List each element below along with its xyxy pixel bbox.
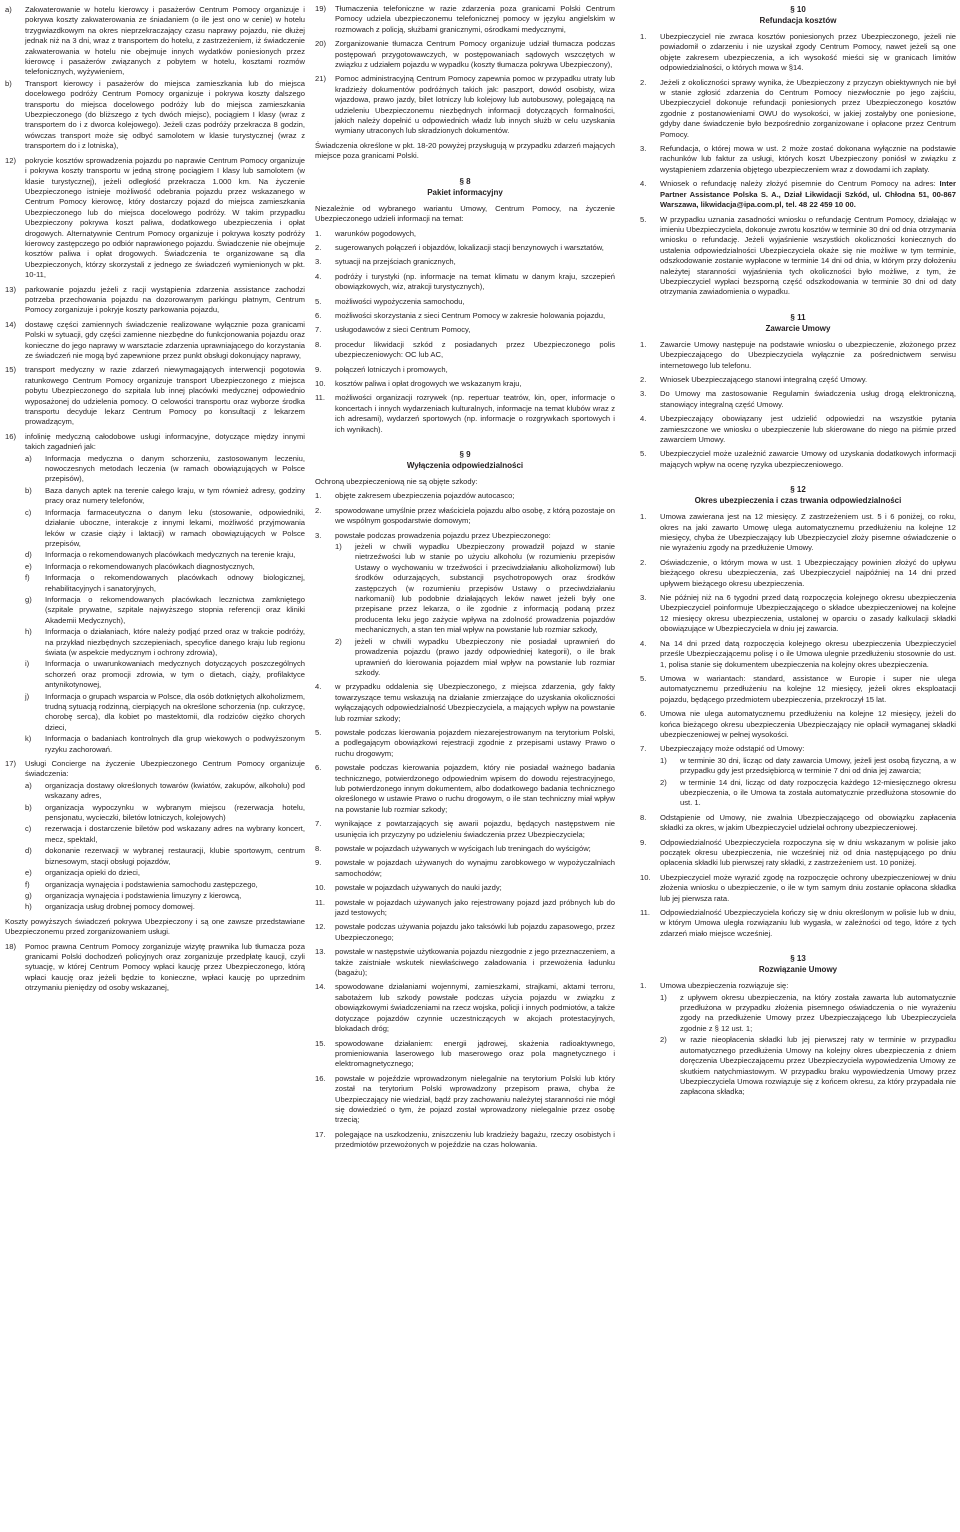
list-item: 8. Odstąpienie od Umowy, nie zwalnia Ubezpieczającego od obowiązku zapłacenia składki za okres, w jakim Ubezpieczyciel udzielał ochrony ubezpieczeniowej. xyxy=(640,812,956,833)
sub-item: a) Informacja medyczna o danym schorzeniu, zastosowanym leczeniu, nowoczesnych metodach leczenia (w ramach obowiązujących w Polsce przepisów), xyxy=(25,453,305,484)
list-item: 16. powstałe w pojeździe wprowadzonym nielegalnie na terytorium Polski lub który został na terytorium Polski wprowadzony przepisom prawa, chyba że Ubezpieczający nie wiedział, bądź przy zachowaniu należytej staranności nie mógł się dowiedzieć o tym, że pojazd został wprowadzony nielegalnie przez osobę trzecią; xyxy=(315,1073,615,1125)
list-item: 15) transport medyczny w razie zdarzeń niewymagających interwencji pogotowia ratunkowego Centrum Pomocy organizuje transport Ubezpieczonego z miejsca pobytu Ubezpieczonego do szpitala lub innej placówki medycznej odpowiednio wyposażonej do udzielenia pomocy. O celowości transportu oraz wyborze środka transportu decyduje lekarz Centrum Pomocy po konsultacji z lekarzem prowadzącym, xyxy=(5,365,305,427)
list-item: 11. możliwości organizacji rozrywek (np. repertuar teatrów, kin, oper, informacje o koncertach i innych wydarzeniach kulturalnych, informacje na temat klubów wraz z ich adresami), wydarzeń sportowych (np. informacje o rozgrywkach sportowych i ich wynikach). xyxy=(315,393,615,434)
list-item: 10. Ubezpieczyciel może wyrazić zgodę na rozpoczęcie ochrony ubezpieczeniowej w dniu złożenia wniosku o ubezpieczenie, o ile w tym samym dniu zostanie opłacona składka lub jej pierwsza rata. xyxy=(640,872,956,903)
list-item: 4. Na 14 dni przed datą rozpoczęcia kolejnego okresu ubezpieczenia Ubezpieczyciel prześle Ubezpieczającemu polisę i o ile Umowa ulegnie przedłużeniu stosownie do ust. 1, polisa stanie się dokumentem ubezpieczenia na kolejny okres ubezpieczenia. xyxy=(640,638,956,669)
list-item: 4. Wniosek o refundację należy złożyć pisemnie do Centrum Pomocy na adres: Inter Partner Assistance Polska S. A., Dział Likwidacji Szkód, ul. Chłodna 51, 00-867 Warszawa, likwidacja@ipa.com.pl, tel. 48 22 459 10 00. xyxy=(640,179,956,210)
sub-item: c) rezerwacja i dostarczenie biletów pod wskazany adres na wybrany koncert, mecz, spektakl, xyxy=(25,824,305,844)
list-item: 6. Umowa nie ulega automatycznemu przedłużeniu na kolejne 12 miesięcy, jeżeli do końca bieżącego okresu ubezpieczenia Ubezpieczający nie opłacił wymaganej składki ubezpieczeniowej w pełnej wysokości. xyxy=(640,709,956,739)
paragraph: Koszty powyższych świadczeń pokrywa Ubezpieczony i są one zawsze przedstawiane Ubezpieczonemu przed zorganizowaniem usługi. xyxy=(5,916,305,937)
list-item: 13. powstałe w następstwie użytkowania pojazdu niezgodnie z jego przeznaczeniem, a także zaistniałe wskutek niewłaściwego załadowania i przewożenia ładunku (bagażu); xyxy=(315,947,615,978)
section-number: § 11 xyxy=(790,312,806,322)
sub-item: 2) jeżeli w chwili wypadku Ubezpieczony nie posiadał uprawnień do prowadzenia pojazdu (prawo jazdy odpowiedniej kategorii), o ile brak uprawnień do kierowania pojazdem miał wpływ na powstanie lub rozmiar szkody. xyxy=(335,636,615,677)
list-item: 14) dostawę części zamiennych świadczenie realizowane wyłącznie poza granicami Polski w sytuacji, gdy części zamienne niezbędne do funkcjonowania pojazdu oraz konieczne do jego naprawy w warsztacie zdarzenia uprawniającego do korzystania ze świadczeń nie mogą być zapewnione przez punkt obsługi dokonujący naprawy, xyxy=(5,319,305,360)
list-item: 6. możliwości skorzystania z sieci Centrum Pomocy w zakresie holowania pojazdu, xyxy=(315,310,606,320)
list-item: 18) Pomoc prawna Centrum Pomocy zorganizuje wizytę prawnika lub tłumacza poza granicami Polski dochodzeń policyjnych oraz zorganizuje przedpłatę kaucji, czyli sytuację, w której Centrum Pomocy wpłaci kaucję przez Ubezpieczonego, którą wpłaci kaucję oraz jeżeli będzie to konieczne, wpłaci kaucję po uprzednim otrzymaniu pieniędzy od osoby wskazanej, xyxy=(5,941,305,993)
list-item: 17. polegające na uszkodzeniu, zniszczeniu lub kradzieży bagażu, rzeczy osobistych i przedmiotów przewożonych w pojeździe na czas holowania. xyxy=(315,1129,615,1150)
list-item: 1. objęte zakresem ubezpieczenia pojazdów autocasco; xyxy=(315,491,515,501)
section-number: § 13 xyxy=(790,954,806,964)
list-item: 4. w przypadku oddalenia się Ubezpieczonego, z miejsca zdarzenia, gdy fakty towarzyszące temu wskazują na działanie zmierzające do uzyskania okoliczności wyłączających odpowiedzialność Ubezpieczyciela, a mających wpływ na powstanie lub rozmiar szkody; xyxy=(315,682,615,723)
sub-item: i) Informacja o uwarunkowaniach medycznych dotyczących poszczególnych schorzeń oraz promocji zdrowia, w tym o dietach, ciąży, profilaktyce antynikotynowej, xyxy=(25,659,305,690)
list-item: 5. Umowa w wariantach: standard, assistance w Europie i super nie ulega automatycznemu przedłużeniu na kolejne 12 miesięcy, jeżeli okres eksploatacji pojazdu, będącego przedmiotem ubezpieczenia, przekroczył 15 lat. xyxy=(640,673,956,704)
section-number: § 9 xyxy=(459,450,471,459)
sub-item: b) organizacja wypoczynku w wybranym miejscu (rezerwacja hotelu, pensjonatu, wycieczki, biletów lotniczych, kolejowych) xyxy=(25,802,305,823)
list-item: 1. Umowa zawierana jest na 12 miesięcy. Z zastrzeżeniem ust. 5 i 6 poniżej, co roku, okres na jaki zawarto Umowę ulega automatycznemu przedłużeniu na kolejne 12 miesięcy, chyba że Ubezpieczający lub Ubezpieczyciel złoży pisemne oświadczenie o nie wyrażeniu zgody na przedłużenie Umowy. xyxy=(640,512,956,553)
list-item: 14. spowodowane działaniami wojennymi, zamieszkami, strajkami, aktami terroru, sabotażem lub szkody powstałe podczas użycia pojazdu w związku z obowiązkowymi świadczeniami na rzecz wojska, policji i innych podmiotów, a także dotyczące pojazdów czynnie uczestniczących w akcjach protestacyjnych, blokadach dróg; xyxy=(315,982,615,1034)
sub-item: d) Informacja o rekomendowanych placówkach medycznych na terenie kraju, xyxy=(25,550,296,560)
list-item: 7. usługodawców z sieci Centrum Pomocy, xyxy=(315,325,471,335)
list-item: 2. Jeżeli z okoliczności sprawy wynika, że Ubezpieczony z przyczyn obiektywnych nie był w stanie zgłosić zdarzenia do Centrum Pomocy niezwłocznie po jego zajściu, Ubezpieczyciel dokonuje refundacji poniesionych przez Ubezpieczonego kosztów zgodnie z postanowieniami OWU do wysokości, w jakiej zostałyby one poniesione, gdyby dane świadczenie było bezpośrednio zorganizowane i opłacone przez Centrum Pomocy. xyxy=(640,77,956,139)
column-middle xyxy=(315,4,615,1155)
section-heading xyxy=(640,953,956,975)
sub-item: d) dokonanie rezerwacji w wybranej restauracji, klubie sportowym, centrum biznesowym, stacji obsługi pojazdów, xyxy=(25,846,305,866)
list-item: 1. Umowa ubezpieczenia rozwiązuje się: 1) z upływem okresu ubezpieczenia, na który została zawarta lub automatycznie przedłużona w przypadku złożenia pisemnego oświadczenia o nie wyrażeniu zgody na przedłużenie Umowy przez Ubezpieczającego lub Ubezpieczyciela zgodnie z § 12 ust. 1; 2) w razie nieopłacenia składki lub jej pierwszej raty w terminie w przypadku automatycznego przedłużenia Umowy na kolejny okres ubezpieczenia z dniem doręczenia Ubezpieczającemu przez Ubezpieczyciela wypowiedzenia Umowy ze skutkiem natychmiastowym. W przypadku braku wypowiedzenia Umowy przez Ubezpieczyciela Umowa rozwiązuje się z końcem okresu, za który przypadała nie zapłacona składka; xyxy=(640,981,956,1097)
list-item: 8. procedur likwidacji szkód z posiadanych przez Ubezpieczonego polis ubezpieczeniowych: OC lub AC, xyxy=(315,339,615,360)
list-item: 5. powstałe podczas kierowania pojazdem niezarejestrowanym na terytorium Polski, a podlegającym obowiązkowi rejestracji zgodnie z przepisami ustawy Prawo o ruchu drogowym; xyxy=(315,727,615,758)
sub-item: h) Informacja o działaniach, które należy podjąć przed oraz w trakcie podróży, na przykład niezbędnych szczepieniach, specyfice danego kraju lub regionu świata (w aspekcie medycznym i ochrony zdrowia), xyxy=(25,627,305,657)
list-item: 21) Pomoc administracyjną Centrum Pomocy zapewnia pomoc w przypadku utraty lub kradzieży dokumentów podróżnych takich jak: paszport, dowód osobisty, wiza wjazdowa, prawo jazdy, bilet lotniczy lub kolejowy lub autobusowy, polegającą na udzieleniu Ubezpieczonemu niezbędnych informacji dotyczących formalności, jakich należy dopełnić u odpowiednich władz lub innych służb w celu uzyskania wymiany utraconych lub skradzionych dokumentów. xyxy=(315,74,615,136)
section-heading xyxy=(640,312,956,334)
section-number: § 10 xyxy=(790,5,806,14)
list-item: 3. Nie później niż na 6 tygodni przed datą rozpoczęcia kolejnego okresu ubezpieczenia Ubezpieczyciel poinformuje Ubezpieczającego o składce ubezpieczeniowej na kolejne 12 miesięcy okresu ubezpieczenia, ustalonej w oparciu o zasady kalkulacji składki obowiązujące w Ubezpieczyciela w dniu jej zawarcia. xyxy=(640,593,956,634)
section-title: Refundacja kosztów xyxy=(759,16,837,25)
list-item: 9. Odpowiedzialność Ubezpieczyciela rozpoczyna się w dniu wskazanym w polisie jako początek okresu ubezpieczenia, nie wcześniej niż od dnia następującego po dniu opłacenia składki lub pierwszej raty składki, z zastrzeżeniem ust. 10 poniżej. xyxy=(640,837,956,868)
list-item: 12. powstałe podczas używania pojazdu jako taksówki lub pojazdu zapasowego, przez Ubezpieczonego; xyxy=(315,922,615,942)
list-item: 1. Ubezpieczyciel nie zwraca kosztów poniesionych przez Ubezpieczonego, jeżeli nie powiadomił o zdarzeniu i nie uzyskał zgody Centrum Pomocy, nawet jeżeli są one objęte zakresem ubezpieczenia, a ich wysokość mieści się w granicach limitów odpowiedzialności, o których mowa w §14. xyxy=(640,32,956,73)
paragraph: Niezależnie od wybranego wariantu Umowy, Centrum Pomocy, na życzenie Ubezpieczonego udzieli informacji na temat: xyxy=(315,203,615,224)
sub-item: e) Informacja o rekomendowanych placówkach diagnostycznych, xyxy=(25,561,255,571)
sub-item: g) Informacja o rekomendowanych placówkach lecznictwa zamkniętego (szpitale prywatne, szpitale najwyższego stopnia referencji oraz kliniki Akademii Medycznych), xyxy=(25,594,305,625)
list-item: 6. powstałe podczas kierowania pojazdem, który nie posiadał ważnego badania technicznego, potwierdzonego odpowiednim wpisem do dowodu rejestracyjnego, lub potwierdzonego innym dokumentem, albo dodatkowego badania technicznego określonego w ustawie Prawo o ruchu drogowym, o ile stan techniczny miał wpływ na powstanie lub rozmiar szkody; xyxy=(315,763,615,814)
list-item: 2. Oświadczenie, o którym mowa w ust. 1 Ubezpieczający powinien złożyć do upływu bieżącego okresu ubezpieczenia, zaś Ubezpieczyciel najpóźniej na 14 dni przed upływem bieżącego okresu ubezpieczenia. xyxy=(640,557,956,588)
list-item: 1. Zawarcie Umowy następuje na podstawie wniosku o ubezpieczenie, złożonego przez Ubezpieczającego do Ubezpieczyciela wyłącznie za pośrednictwem serwisu internetowego lub telefonu. xyxy=(640,339,956,370)
list-item: 17) Usługi Concierge na życzenie Ubezpieczonego Centrum Pomocy organizuje świadczenia: a) organizacja dostawy określonych towarów (kwiatów, zakupów, alkoholu) pod wskazany adres, b) organizacja wypoczynku w wybranym miejscu (rezerwacja hotelu, pensjonatu, wycieczki, biletów lotniczych, kolejowych) c) rezerwacja i dostarczenie biletów pod wskazany adres na wybrany koncert, mecz, spektakl, d) dokonanie rezerwacji w wybranej restauracji, klubie sportowym, centrum biznesowym, stacji obsługi pojazdów, e) organizacja opieki do dzieci, f) organizacja wynajęcia i podstawienia samochodu zastępczego, g) organizacja wynajęcia i podstawienia limuzyny z kierowcą, h) organizacja usług drobnej pomocy domowej. xyxy=(5,759,305,912)
list-item: 4. podróży i turystyki (np. informacje na temat klimatu w danym kraju, szczepień obowiązkowych, wiz, atrakcji turystycznych), xyxy=(315,271,615,292)
sub-item: f) organizacja wynajęcia i podstawienia samochodu zastępczego, xyxy=(25,879,258,889)
sub-item: j) Informacja o grupach wsparcia w Polsce, dla osób dotkniętych alkoholizmem, trudną sytuacją rodzinną, cierpiących na określone schorzenia (np. cukrzycę, chorobę serca), dla kobiet po mastektomii, dla rodziców ciężko chorych dzieci, xyxy=(25,691,306,732)
list-item: 3. sytuacji na przejściach granicznych, xyxy=(315,257,456,267)
list-item: 2. sugerowanych połączeń i objazdów, lokalizacji stacji benzynowych i warsztatów, xyxy=(315,242,604,252)
sub-item: b) Baza danych aptek na terenie całego kraju, w tym również adresy, godziny pracy oraz numery telefonów, xyxy=(25,485,305,506)
section-heading xyxy=(640,4,956,26)
list-item: 16) infolinię medyczną całodobowe usługi informacyjne, dotyczące między innymi takich zagadnień jak: a) Informacja medyczna o danym schorzeniu, zastosowanym leczeniu, nowoczesnych metodach leczenia (w ramach obowiązujących w Polsce przepisów), b) Baza danych aptek na terenie całego kraju, w tym również adresy, godziny pracy oraz numery telefonów, c) Informacja farmaceutyczna o danym leku (stosowanie, odpowiedniki, działanie uboczne, interakcje z innymi lekami, możliwość przyjmowania leków w czasie ciąży i laktacji) w ramach obowiązujących w Polsce przepisów, d) Informacja o rekomendowanych placówkach medycznych na terenie kraju, e) Informacja o rekomendowanych placówkach diagnostycznych, f) Informacja o rekomendowanych placówkach odnowy biologicznej, rehabilitacyjnych i sanatoryjnych, g) Informacja o rekomendowanych placówkach lecznictwa zamkniętego (szpitale prywatne, szpitale najwyższego stopnia referencji oraz kliniki Akademii Medycznych), h) Informacja o działaniach, które należy podjąć przed oraz w trakcie podróży, na przykład niezbędnych szczepieniach, specyfice danego kraju lub regionu świata (w aspekcie medycznym i ochrony zdrowia), i) Informacja o uwarunkowaniach medycznych dotyczących poszczególnych schorzeń oraz promocji zdrowia, w tym o dietach, ciąży, profilaktyce antynikotynowej, j) Informacja o grupach wsparcia w Polsce, dla osób dotkniętych alkoholizmem, trudną sytuacją rodzinną, cierpiących na określone schorzenia (np. cukrzycę, chorobę serca), dla kobiet po mastektomii, dla rodziców ciężko chorych dzieci, k) Informacja o badaniach kontrolnych dla grup wiekowych o podwyższonym ryzyku zachorowań. xyxy=(5,431,306,754)
sub-item: 2) w razie nieopłacenia składki lub jej pierwszej raty w terminie w przypadku automatycznego przedłużenia Umowy na kolejny okres ubezpieczenia z dniem doręczenia Ubezpieczającemu przez Ubezpieczyciela wypowiedzenia Umowy ze skutkiem natychmiastowym. W przypadku braku wypowiedzenia Umowy przez Ubezpieczyciela Umowa rozwiązuje się z końcem okresu, za który przypadała nie zapłacona składka; xyxy=(660,1035,956,1097)
section-title: Pakiet informacyjny xyxy=(427,187,503,197)
claims-address: Inter Partner Assistance Polska S. A., Dział Likwidacji Szkód, ul. Chłodna 51, 00-867 Warszawa, likwidacja@ipa.com.pl, tel. 48 22 459 10 00. xyxy=(660,179,956,210)
list-item: 10. powstałe w pojazdach używanych do nauki jazdy; xyxy=(315,883,502,893)
list-item: 4. Ubezpieczający obowiązany jest udzielić odpowiedzi na wszystkie pytania zamieszczone we wniosku o ubezpieczenie lub skierowane do niego na piśmie przed zawarciem Umowy. xyxy=(640,414,956,444)
sub-item: a) organizacja dostawy określonych towarów (kwiatów, zakupów, alkoholu) pod wskazany adres, xyxy=(25,780,305,801)
list-item: 11. Odpowiedzialność Ubezpieczyciela kończy się w dniu określonym w polisie lub w dniu, w którym Umowa uległa rozwiązaniu lub wygasła, w zależności od tego, które z tych zdarzeń miało miejsce wcześniej. xyxy=(640,908,956,938)
list-item: 15. spowodowane działaniem: energii jądrowej, skażenia radioaktywnego, promieniowania laserowego lub maserowego oraz pola magnetycznego i elektromagnetycznego; xyxy=(315,1038,615,1069)
section-title: Okres ubezpieczenia i czas trwania odpowiedzialności xyxy=(694,496,902,506)
list-item: 3. Do Umowy ma zastosowanie Regulamin świadczenia usług drogą elektroniczną, stanowiący integralną część Umowy. xyxy=(640,389,956,409)
list-item: 5. możliwości wypożyczenia samochodu, xyxy=(315,296,465,306)
list-item: 8. powstałe w pojazdach używanych w wyścigach lub treningach do wyścigów; xyxy=(315,844,591,853)
paragraph: Świadczenia określone w pkt. 18-20 powyżej przysługują w przypadku zdarzeń mających miejsce poza granicami Polski. xyxy=(315,140,615,161)
list-item: 5. Ubezpieczyciel może uzależnić zawarcie Umowy od uzyskania dodatkowych informacji mających wpływ na ocenę ryzyka ubezpieczeniowego. xyxy=(640,449,956,469)
list-item: 12) pokrycie kosztów sprowadzenia pojazdu po naprawie Centrum Pomocy organizuje i pokrywa koszty transportu w jedną stronę pociągiem I klasy lub samolotem (w klasie turystycznej), jeżeli odległość przekracza 1.000 km. Na życzenie Ubezpieczonego istnieje możliwość odebrania pojazdu przez wskazanego w Centrum Pomocy kierowcę, który dostarczy pojazd do miejsca zamieszkania Ubezpieczonego lub do miejsca docelowego podróży. W takim przypadku Ubezpieczony pokrywa koszt paliwa, dodatkowego ubezpieczenia i opłat drogowych. Alternatywnie Centrum Pomocy organizuje i pokrywa koszty podróży kierowcy zastępczego po odbiór naprawionego pojazdu. Świadczenie nie obejmuje kosztów paliwa i opłat drogowych. Świadczenia te organizowane są dla Ubezpieczonych, którzy skorzystali z jednego ze świadczeń wymienionych w pkt. 10-11, xyxy=(5,155,305,280)
section-heading xyxy=(315,176,615,198)
list-item: 2. Wniosek Ubezpieczającego stanowi integralną część Umowy. xyxy=(640,374,868,384)
column-left xyxy=(5,4,305,998)
section-number: § 12 xyxy=(790,485,806,495)
sub-item: g) organizacja wynajęcia i podstawienia limuzyny z kierowcą, xyxy=(25,890,242,900)
list-item: 11. powstałe w pojazdach używanych jako rejestrowany pojazd jazd próbnych lub do jazd testowych; xyxy=(315,897,615,918)
list-item: 2. spowodowane umyślnie przez właściciela pojazdu albo osobę, z którą pozostaje on we wspólnym gospodarstwie domowym; xyxy=(315,505,615,526)
list-item: 9. połączeń lotniczych i promowych, xyxy=(315,364,448,374)
sub-item: 1) jeżeli w chwili wypadku Ubezpieczony prowadził pojazd w stanie nietrzeźwości lub w stanie po użyciu alkoholu (w rozumieniu przepisów Ustawy o wychowaniu w trzeźwości i przeciwdziałaniu alkoholizmowi) lub środków odurzających, substancji psychotropowych oraz środków zastępczych (w rozumieniu przepisów Ustawy o przeciwdziałaniu narkomanii) lub podobnie działających leków nawet jeżeli były one przepisane przez lekarza, o ile zgodnie z informacją podaną przez producenta leku jego zażycie wpływa na zdolność prowadzenia pojazdów mechanicznych, a stan ten miał wpływ na powstanie lub rozmiar szkody, xyxy=(335,542,615,635)
sub-item: h) organizacja usług drobnej pomocy domowej. xyxy=(25,902,195,912)
list-item: 9. powstałe w pojazdach używanych do wynajmu zarobkowego w wypożyczalniach samochodów; xyxy=(315,858,615,878)
list-item: 13) parkowanie pojazdu jeżeli z racji wystąpienia zdarzenia assistance zachodzi potrzeba przechowania pojazdu na dozorowanym parkingu płatnym, Centrum Pomocy zorganizuje i pokryje koszty parkowania pojazdu, xyxy=(5,284,305,315)
list-item: 5. W przypadku uznania zasadności wniosku o refundację Centrum Pomocy, działając w imieniu Ubezpieczyciela, dokonuje zwrotu kosztów w terminie 30 dni od dnia otrzymania wniosku o refundację. Jeżeli wyjaśnienie wszystkich okoliczności koniecznych do ustalenia odpowiedzialności Ubezpieczyciela okaże się nie możliwe w tym terminie, odszkodowanie zostanie wypłacone w terminie 14 dni od dnia, w którym przy dołożeniu należytej staranności wyjaśnienia tych okoliczności było możliwe, z tym, że Ubezpieczyciel wypłaci bezsporną część odszkodowania w terminie 30 dni od daty otrzymania zawiadomienia o wypadku. xyxy=(640,214,956,297)
sub-item: k) Informacja o badaniach kontrolnych dla grup wiekowych o podwyższonym ryzyku zachorowań. xyxy=(25,734,305,754)
section-heading xyxy=(640,484,956,506)
list-item: 3. Refundacja, o której mowa w ust. 2 może zostać dokonana wyłącznie na podstawie rachunków lub faktur za usługi, których koszt Ubezpieczony poniósł w związku z wystąpieniem zdarzenia objętego ubezpieczeniem wraz z dowodami ich zapłaty. xyxy=(640,144,956,174)
section-heading xyxy=(315,449,615,471)
paragraph: Ochroną ubezpieczeniową nie są objęte szkody: xyxy=(315,477,478,486)
sub-item: c) Informacja farmaceutyczna o danym leku (stosowanie, odpowiedniki, działanie uboczne, interakcje z innymi lekami, możliwość przyjmowania leków w czasie ciąży i laktacji) w ramach obowiązujących w Polsce przepisów, xyxy=(25,507,305,548)
list-item: 1. warunków pogodowych, xyxy=(315,228,417,238)
sub-item: e) organizacja opieki do dzieci, xyxy=(25,868,140,878)
list-item: 20) Zorganizowanie tłumacza Centrum Pomocy organizuje udział tłumacza podczas postępowań przygotowawczych, w postępowaniach sądowych wszczętych w związku z udziałem pojazdu w wypadku (koszty tłumacza pokrywa Ubezpieczony), xyxy=(315,39,615,70)
sub-item: f) Informacja o rekomendowanych placówkach odnowy biologicznej, rehabilitacyjnych i sanatoryjnych, xyxy=(25,573,305,593)
sub-item: 2) w terminie 14 dni, licząc od daty rozpoczęcia każdego 12-miesięcznego okresu ubezpieczenia, o ile Umowa ta została automatycznie przedłużona stosownie do ust. 1. xyxy=(660,777,956,808)
list-item: 7. Ubezpieczający może odstąpić od Umowy: 1) w terminie 30 dni, licząc od daty zawarcia Umowy, jeżeli jest osobą fizyczną, a w przypadku gdy jest przedsiębiorcą w terminie 7 dni od dnia jej zawarcia; 2) w terminie 14 dni, licząc od daty rozpoczęcia każdego 12-miesięcznego okresu ubezpieczenia, o ile Umowa ta została automatycznie przedłużona stosownie do ust. 1. xyxy=(640,744,956,808)
list-item: 3. powstałe podczas prowadzenia pojazdu przez Ubezpieczonego: 1) jeżeli w chwili wypadku Ubezpieczony prowadził pojazd w stanie nietrzeźwości lub w stanie po użyciu alkoholu (w rozumieniu przepisów Ustawy o wychowaniu w trzeźwości i przeciwdziałaniu alkoholizmowi) lub środków odurzających, substancji psychotropowych oraz środków zastępczych (w rozumieniu przepisów Ustawy o przeciwdziałaniu narkomanii) lub podobnie działających leków nawet jeżeli były one przepisane przez lekarza, o ile zgodnie z informacją podaną przez producenta leku jego zażycie wpływa na zdolność prowadzenia pojazdów mechanicznych, a stan ten miał wpływ na powstanie lub rozmiar szkody, 2) jeżeli w chwili wypadku Ubezpieczony nie posiadał uprawnień do prowadzenia pojazdu (prawo jazdy odpowiedniej kategorii), o ile brak uprawnień do kierowania pojazdem miał wpływ na powstanie lub rozmiar szkody. xyxy=(315,530,615,677)
section-title: Zawarcie Umowy xyxy=(765,323,831,333)
list-item: 19) Tłumaczenia telefoniczne w razie zdarzenia poza granicami Polski Centrum Pomocy udziela ubezpieczonemu telefonicznej pomocy w języku angielskim w rozmowach z policją, służbami granicznymi, ośrodkami medycznymi, xyxy=(315,4,615,34)
column-right xyxy=(640,4,956,1102)
sub-item: 1) z upływem okresu ubezpieczenia, na który została zawarta lub automatycznie przedłużona w przypadku złożenia pisemnego oświadczenia o nie wyrażeniu zgody na przedłużenie Umowy przez Ubezpieczającego lub Ubezpieczyciela zgodnie z § 12 ust. 1; xyxy=(660,992,956,1033)
sub-item: 1) w terminie 30 dni, licząc od daty zawarcia Umowy, jeżeli jest osobą fizyczną, a w przypadku gdy jest przedsiębiorcą w terminie 7 dni od dnia jej zawarcia; xyxy=(660,755,956,776)
section-number: § 8 xyxy=(459,176,471,186)
section-title: Wyłączenia odpowiedzialności xyxy=(406,461,524,470)
list-item: 10. kosztów paliwa i opłat drogowych we wskazanym kraju, xyxy=(315,378,522,388)
sub-item: a) Zakwaterowanie w hotelu kierowcy i pasażerów Centrum Pomocy organizuje i pokrywa koszty zakwaterowania ze śniadaniem (o ile jest ono w cenie) w hotelu trzygwiazdkowym na okres nieprzekraczający czasu naprawy pojazdu, nie dłużej jednak niż na 3 dni, wraz z transportem do hotelu, z zastrzeżeniem, iż świadczenie zakwaterowania w hotelu nie obejmuje innych wydatków poniesionych przez kierowcę i pasażerów związanych z pobytem w hotelu, kosztami rozmów telefonicznych, wyżywieniem, xyxy=(5,5,305,77)
sub-item: b) Transport kierowcy i pasażerów do miejsca zamieszkania lub do miejsca docelowego podróży Centrum Pomocy organizuje i pokrywa koszty dalszego transportu do miejsca docelowego podróży lub do miejsca zamieszkania Ubezpieczonego (do bliższego z tych dwóch miejsc), pociągiem I klasy (wraz z transportem do i z dworca kolejowego). Jeżeli czas podróży przekracza 8 godzin, wówczas transport może się odbyć samolotem w klasie turystycznej (wraz z transportem do i z lotniska), xyxy=(5,78,305,151)
list-item: 7. wynikające z powtarzających się awarii pojazdu, będących następstwem nie usunięcia ich przyczyny po udzieleniu świadczenia przez Ubezpieczyciela; xyxy=(315,819,615,839)
section-title: Rozwiązanie Umowy xyxy=(758,965,838,975)
